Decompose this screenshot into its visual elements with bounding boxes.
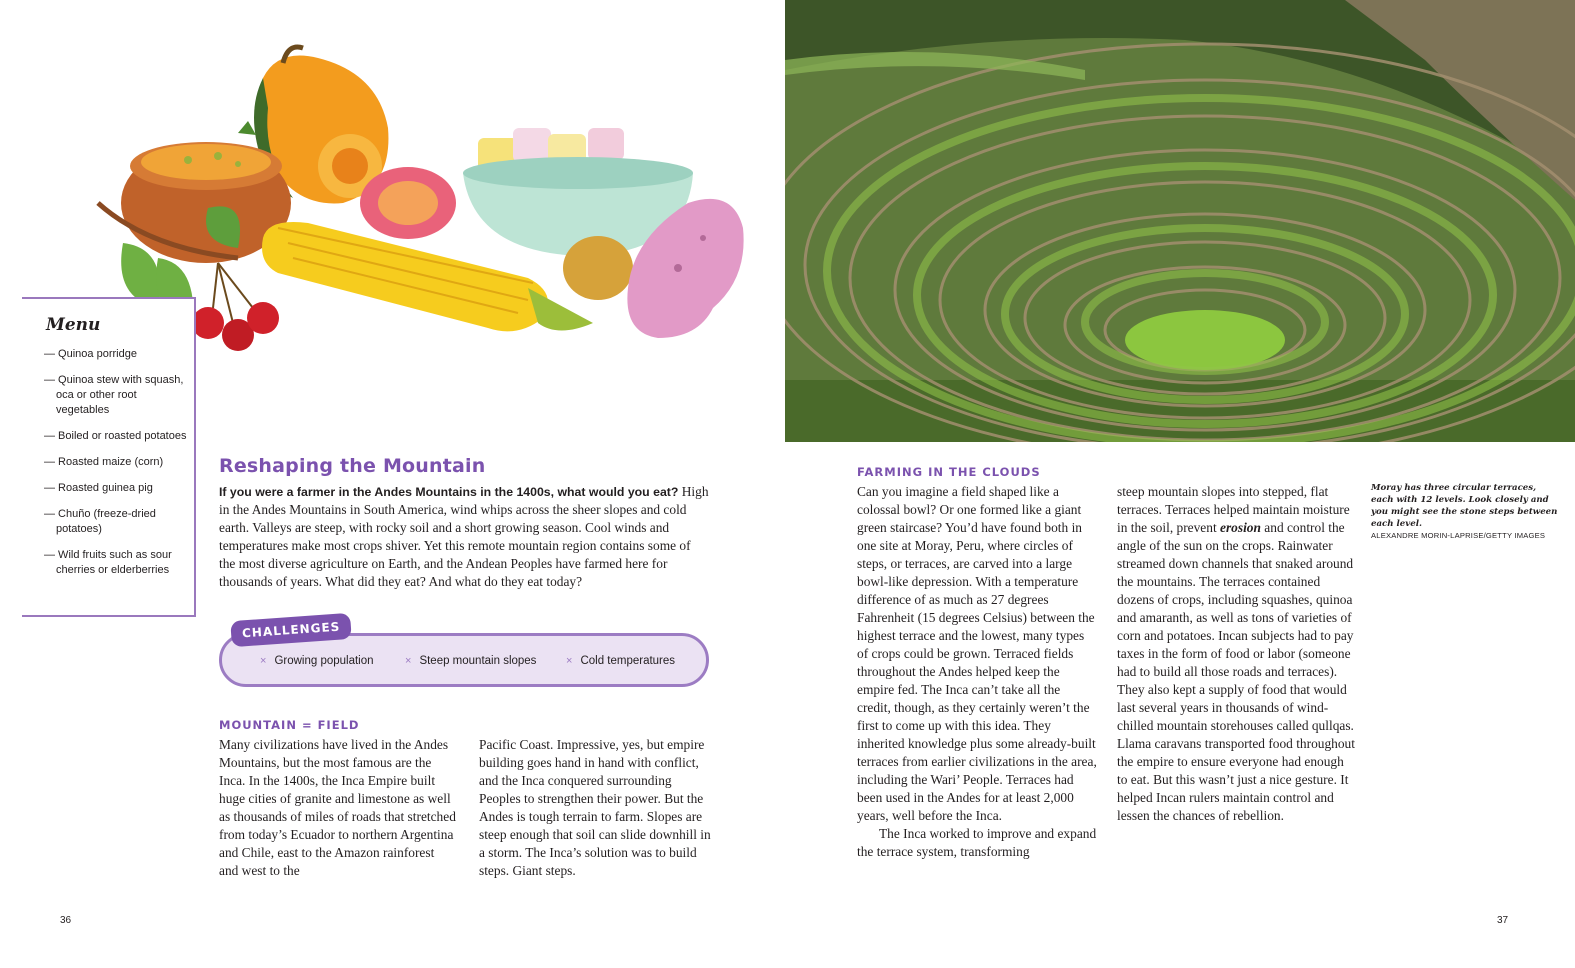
intro-lead: If you were a farmer in the Andes Mountains in the 1400s, what would you eat? <box>219 485 679 499</box>
menu-item: — Boiled or roasted potatoes <box>44 430 187 442</box>
photo-caption: Moray has three circular terraces, each with 12 levels. Look closely and you might see the stone steps between each level. <box>1371 483 1558 529</box>
menu-title: Menu <box>46 315 101 335</box>
body-column: Pacific Coast. Impressive, yes, but empire building goes hand in hand with conflict, and the Inca conquered surrounding Peoples to strengthen their power. But the Andes is tough terrain to farm. Slopes are steep enough that soil can slide downhill in a storm. The Inca’s solution was to build steps. Giant steps. <box>479 737 711 878</box>
body-column: steep mountain slopes into stepped, flat terraces. Terraces helped maintain moisture in the soil, prevent erosion and control the angle of the sun on the crops. Rainwater streamed down channels that snaked around the mountains. The terraces contained dozens of crops, including squashes, quinoa and amaranth, as well as tons of varieties of corn and potatoes. Incan subjects had to pay taxes in the form of food or labor (someone had to build all those roads and terraces). They also kept a supply of food that would last several years in thousands of wind-chilled mountain storehouses called qullqas. Llama caravans transported food throughout the empire to ensure everyone had enough to eat. But this wasn’t just a nice gesture. It helped Incan rulers maintain control and lessen the chances of rebellion. <box>1117 484 1355 823</box>
challenge-marker-icon: × <box>260 655 267 667</box>
menu-item: — Wild fruits such as sour cherries or elderberries <box>44 549 172 576</box>
menu-item: — Roasted guinea pig <box>44 482 153 494</box>
intro-body: High in the Andes Mountains in South America, wind whips across the sheer slopes and cold earth. Valleys are steep, with rocky soil and a short growing season. Cool winds and temperatures make most crops shiver. Yet this remote mountain region contains some of the most diverse agriculture on Earth, and the Andean Peoples have farmed here for thousands of years. What did they eat? And what do they eat today? <box>219 484 709 589</box>
section-heading: FARMING IN THE CLOUDS <box>857 465 1041 479</box>
article-intro <box>219 483 709 591</box>
menu-list <box>44 347 192 589</box>
challenge-marker-icon: × <box>405 655 412 667</box>
article-title: Reshaping the Mountain <box>219 455 486 477</box>
moray-terraces-photo <box>785 0 1575 442</box>
page-number: 36 <box>60 915 72 926</box>
menu-item: — Quinoa porridge <box>44 348 137 360</box>
section-heading: MOUNTAIN = FIELD <box>219 718 360 732</box>
challenge-item: × Growing population <box>260 655 374 667</box>
photo-credit: ALEXANDRE MORIN-LAPRISE/GETTY IMAGES <box>1371 531 1546 540</box>
menu-item: — Chuño (freeze-dried potatoes) <box>44 508 156 535</box>
oca-illustration <box>360 167 456 239</box>
body-column: Many civilizations have lived in the Andes Mountains, but the most famous are the Inca. In the 1400s, the Inca Empire built huge cities of granite and limestone as well as thousands of miles of roads that stretched from today’s Ecuador to northern Argentina and Chile, east to the Amazon rainforest and west to the <box>219 737 456 878</box>
challenge-item: × Cold temperatures <box>566 655 676 667</box>
body-column: Can you imagine a field shaped like a colossal bowl? Or one formed like a giant green staircase? You’d have found both in one site at Moray, Peru, where circles of steps, or terraces, are carved into a large bowl-like depression. With a temperature difference of as much as 27 degrees Fahrenheit (15 degrees Celsius) between the highest terrace and the lowest, many types of crops could be grown. Terraced fields throughout the Andes helped keep the empire fed. The Inca can’t take all the credit, though, as they certainly weren’t the first to come up with this idea. They inherited knowledge plus some already-built terraces from earlier civilizations in the area, including the Wari’ People. Terraces had been used in the Andes for at least 2,000 years, well before the Inca. The Inca worked to improve and expand the terrace system, transforming <box>857 484 1097 859</box>
menu-item: — Quinoa stew with squash, oca or other root vegetables <box>44 374 184 416</box>
challenges-label: CHALLENGES <box>230 613 352 647</box>
menu-sidebar <box>22 297 196 617</box>
menu-item: — Roasted maize (corn) <box>44 456 164 468</box>
page-number: 37 <box>1497 915 1509 926</box>
challenge-marker-icon: × <box>566 655 573 667</box>
challenge-item: × Steep mountain slopes <box>405 655 537 667</box>
